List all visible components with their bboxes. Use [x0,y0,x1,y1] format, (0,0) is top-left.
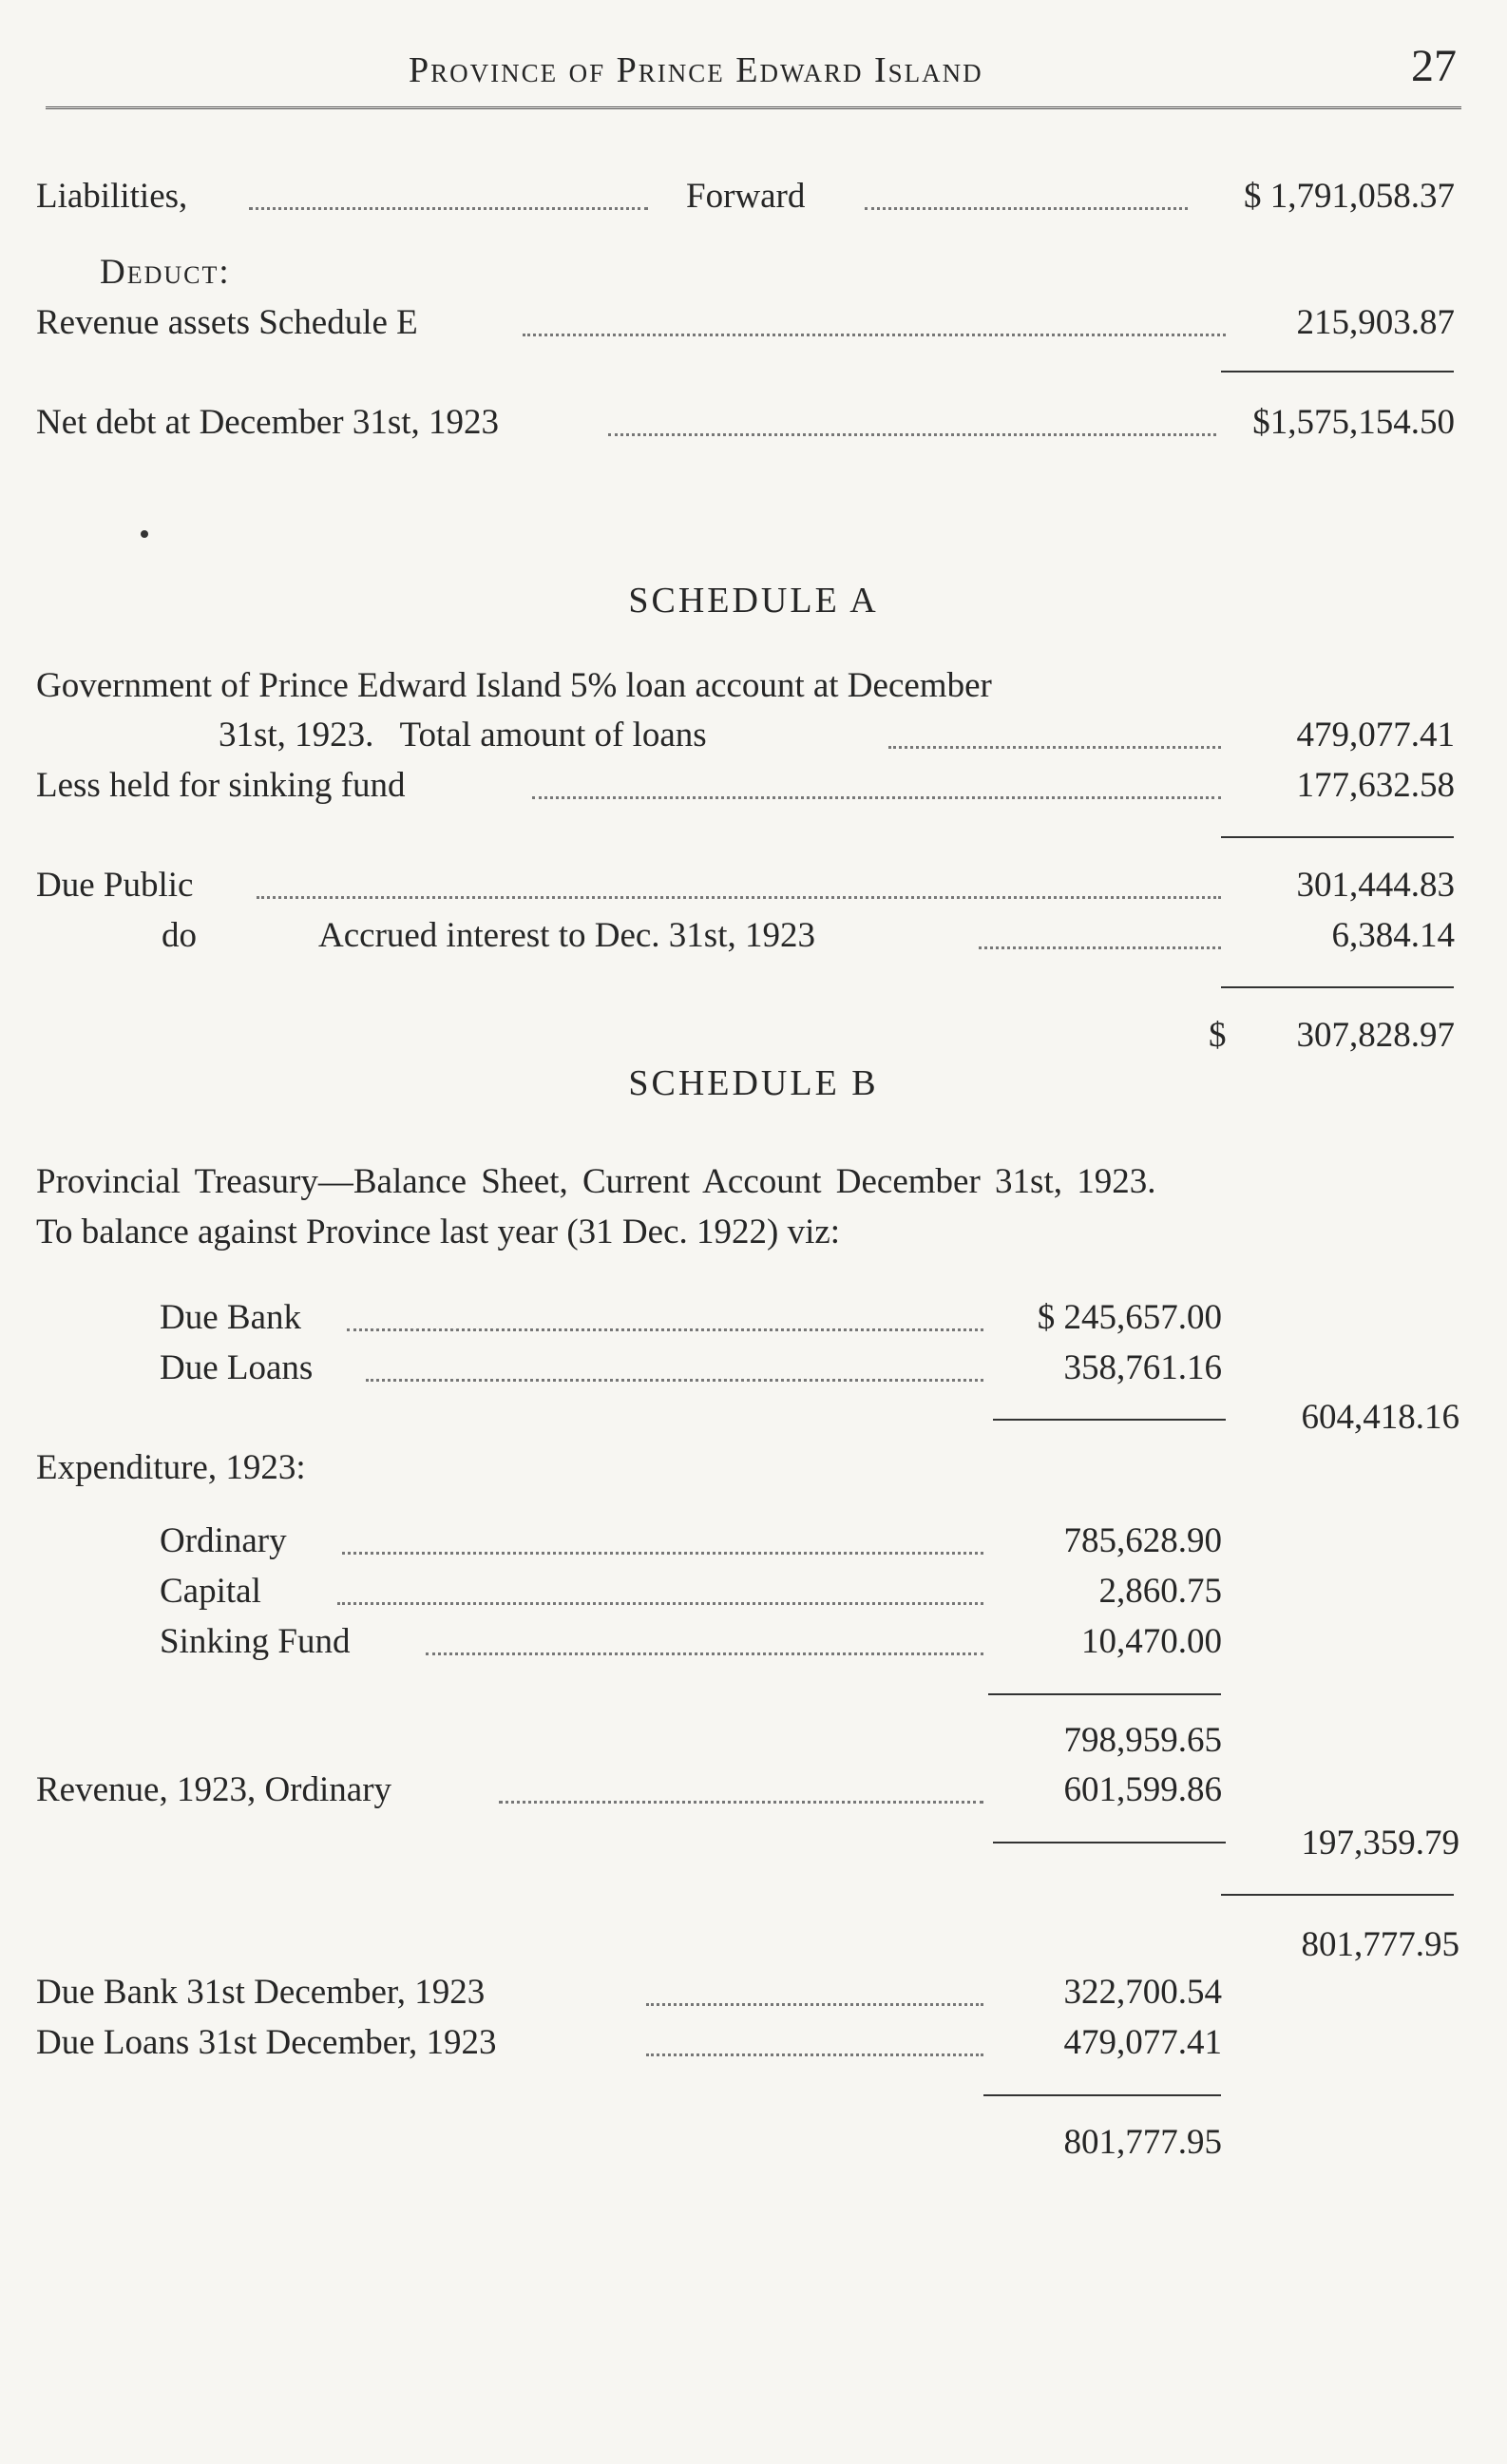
sum-rule [1221,1894,1454,1896]
sinking-amount: 177,632.58 [1296,766,1455,805]
sinking-fund-amount: 10,470.00 [1081,1622,1222,1661]
sum-rule [1221,371,1454,372]
due-loans-end-label: Due Loans 31st December, 1923 [36,2023,497,2062]
final-total: 801,777.95 [1063,2123,1222,2162]
liabilities-label: Liabilities, [36,177,188,216]
due-loans-label: Due Loans [160,1348,314,1387]
leader-dots [865,207,1188,210]
deduct-label: Deduct: [100,253,231,292]
sum-rule [988,1693,1221,1695]
due-bank-end-amount: 322,700.54 [1063,1973,1222,2012]
due-loans-end-amount: 479,077.41 [1063,2023,1222,2062]
leader-dots [426,1652,983,1655]
net-debt-amount: $1,575,154.50 [1252,403,1455,442]
sum-rule [983,2094,1221,2096]
sinking-label: Less held for sinking fund [36,766,406,805]
leader-dots [608,433,1216,436]
leader-dots [888,746,1221,749]
due-bank-label: Due Bank [160,1298,301,1337]
schedule-a-title: SCHEDULE A [628,581,879,621]
capital-label: Capital [160,1572,261,1611]
leader-dots [979,946,1221,949]
sum-rule [1221,836,1454,838]
revenue-label: Revenue, 1923, Ordinary [36,1770,392,1809]
due-bank-end-label: Due Bank 31st December, 1923 [36,1973,486,2012]
due-public-label: Due Public [36,866,194,905]
leader-dots [646,2053,983,2056]
due-public-amount: 301,444.83 [1296,866,1455,905]
leader-dots [342,1552,983,1555]
revenue-assets-label: Revenue assets Schedule E [36,303,418,342]
sum-rule [993,1842,1226,1843]
capital-amount: 2,860.75 [1098,1572,1222,1611]
leader-dots [249,207,648,210]
page-number: 27 [1411,41,1457,91]
leader-dots [523,334,1226,336]
do-label: do [162,916,197,955]
leader-dots [257,896,1221,899]
sum-rule [1221,986,1454,988]
deficit-amount: 197,359.79 [1301,1824,1459,1862]
last-year-total: 604,418.16 [1301,1398,1459,1437]
leader-dots [532,796,1221,799]
loan-amount: 479,077.41 [1296,716,1455,754]
grand-total: 801,777.95 [1301,1925,1459,1964]
ordinary-amount: 785,628.90 [1063,1521,1222,1560]
ink-spot [141,530,148,538]
schedule-a-total: 307,828.97 [1296,1016,1455,1055]
revenue-assets-amount: 215,903.87 [1296,303,1455,342]
leader-dots [347,1328,983,1331]
ordinary-label: Ordinary [160,1521,287,1560]
expenditure-total: 798,959.65 [1063,1721,1222,1760]
intro-line-2: To balance against Province last year (31 Dec. 1922) viz: [36,1213,841,1251]
intro-line-1: Provincial Treasury—Balance Sheet, Current Account December 31st, 1923. [36,1162,1156,1201]
sum-rule [993,1419,1226,1421]
page-header-title: Province of Prince Edward Island [409,50,983,90]
leader-dots [337,1602,983,1605]
forward-label: Forward [686,177,806,216]
revenue-amount: 601,599.86 [1063,1770,1222,1809]
sinking-fund-label: Sinking Fund [160,1622,351,1661]
accrued-amount: 6,384.14 [1331,916,1455,955]
leader-dots [646,2003,983,2006]
liabilities-amount: $ 1,791,058.37 [1244,177,1455,216]
total-currency: $ [1209,1016,1227,1055]
net-debt-label: Net debt at December 31st, 1923 [36,403,500,442]
leader-dots [499,1801,983,1804]
due-loans-amount: 358,761.16 [1063,1348,1222,1387]
loan-line-2: 31st, 1923. Total amount of loans [219,716,707,754]
leader-dots [366,1379,983,1382]
header-rule [46,106,1461,109]
loan-line-1: Government of Prince Edward Island 5% loan account at December [36,666,992,705]
accrued-label: Accrued interest to Dec. 31st, 1923 [318,916,815,955]
schedule-b-title: SCHEDULE B [628,1063,879,1103]
expenditure-label: Expenditure, 1923: [36,1448,306,1487]
due-bank-amount: $ 245,657.00 [1037,1298,1222,1337]
